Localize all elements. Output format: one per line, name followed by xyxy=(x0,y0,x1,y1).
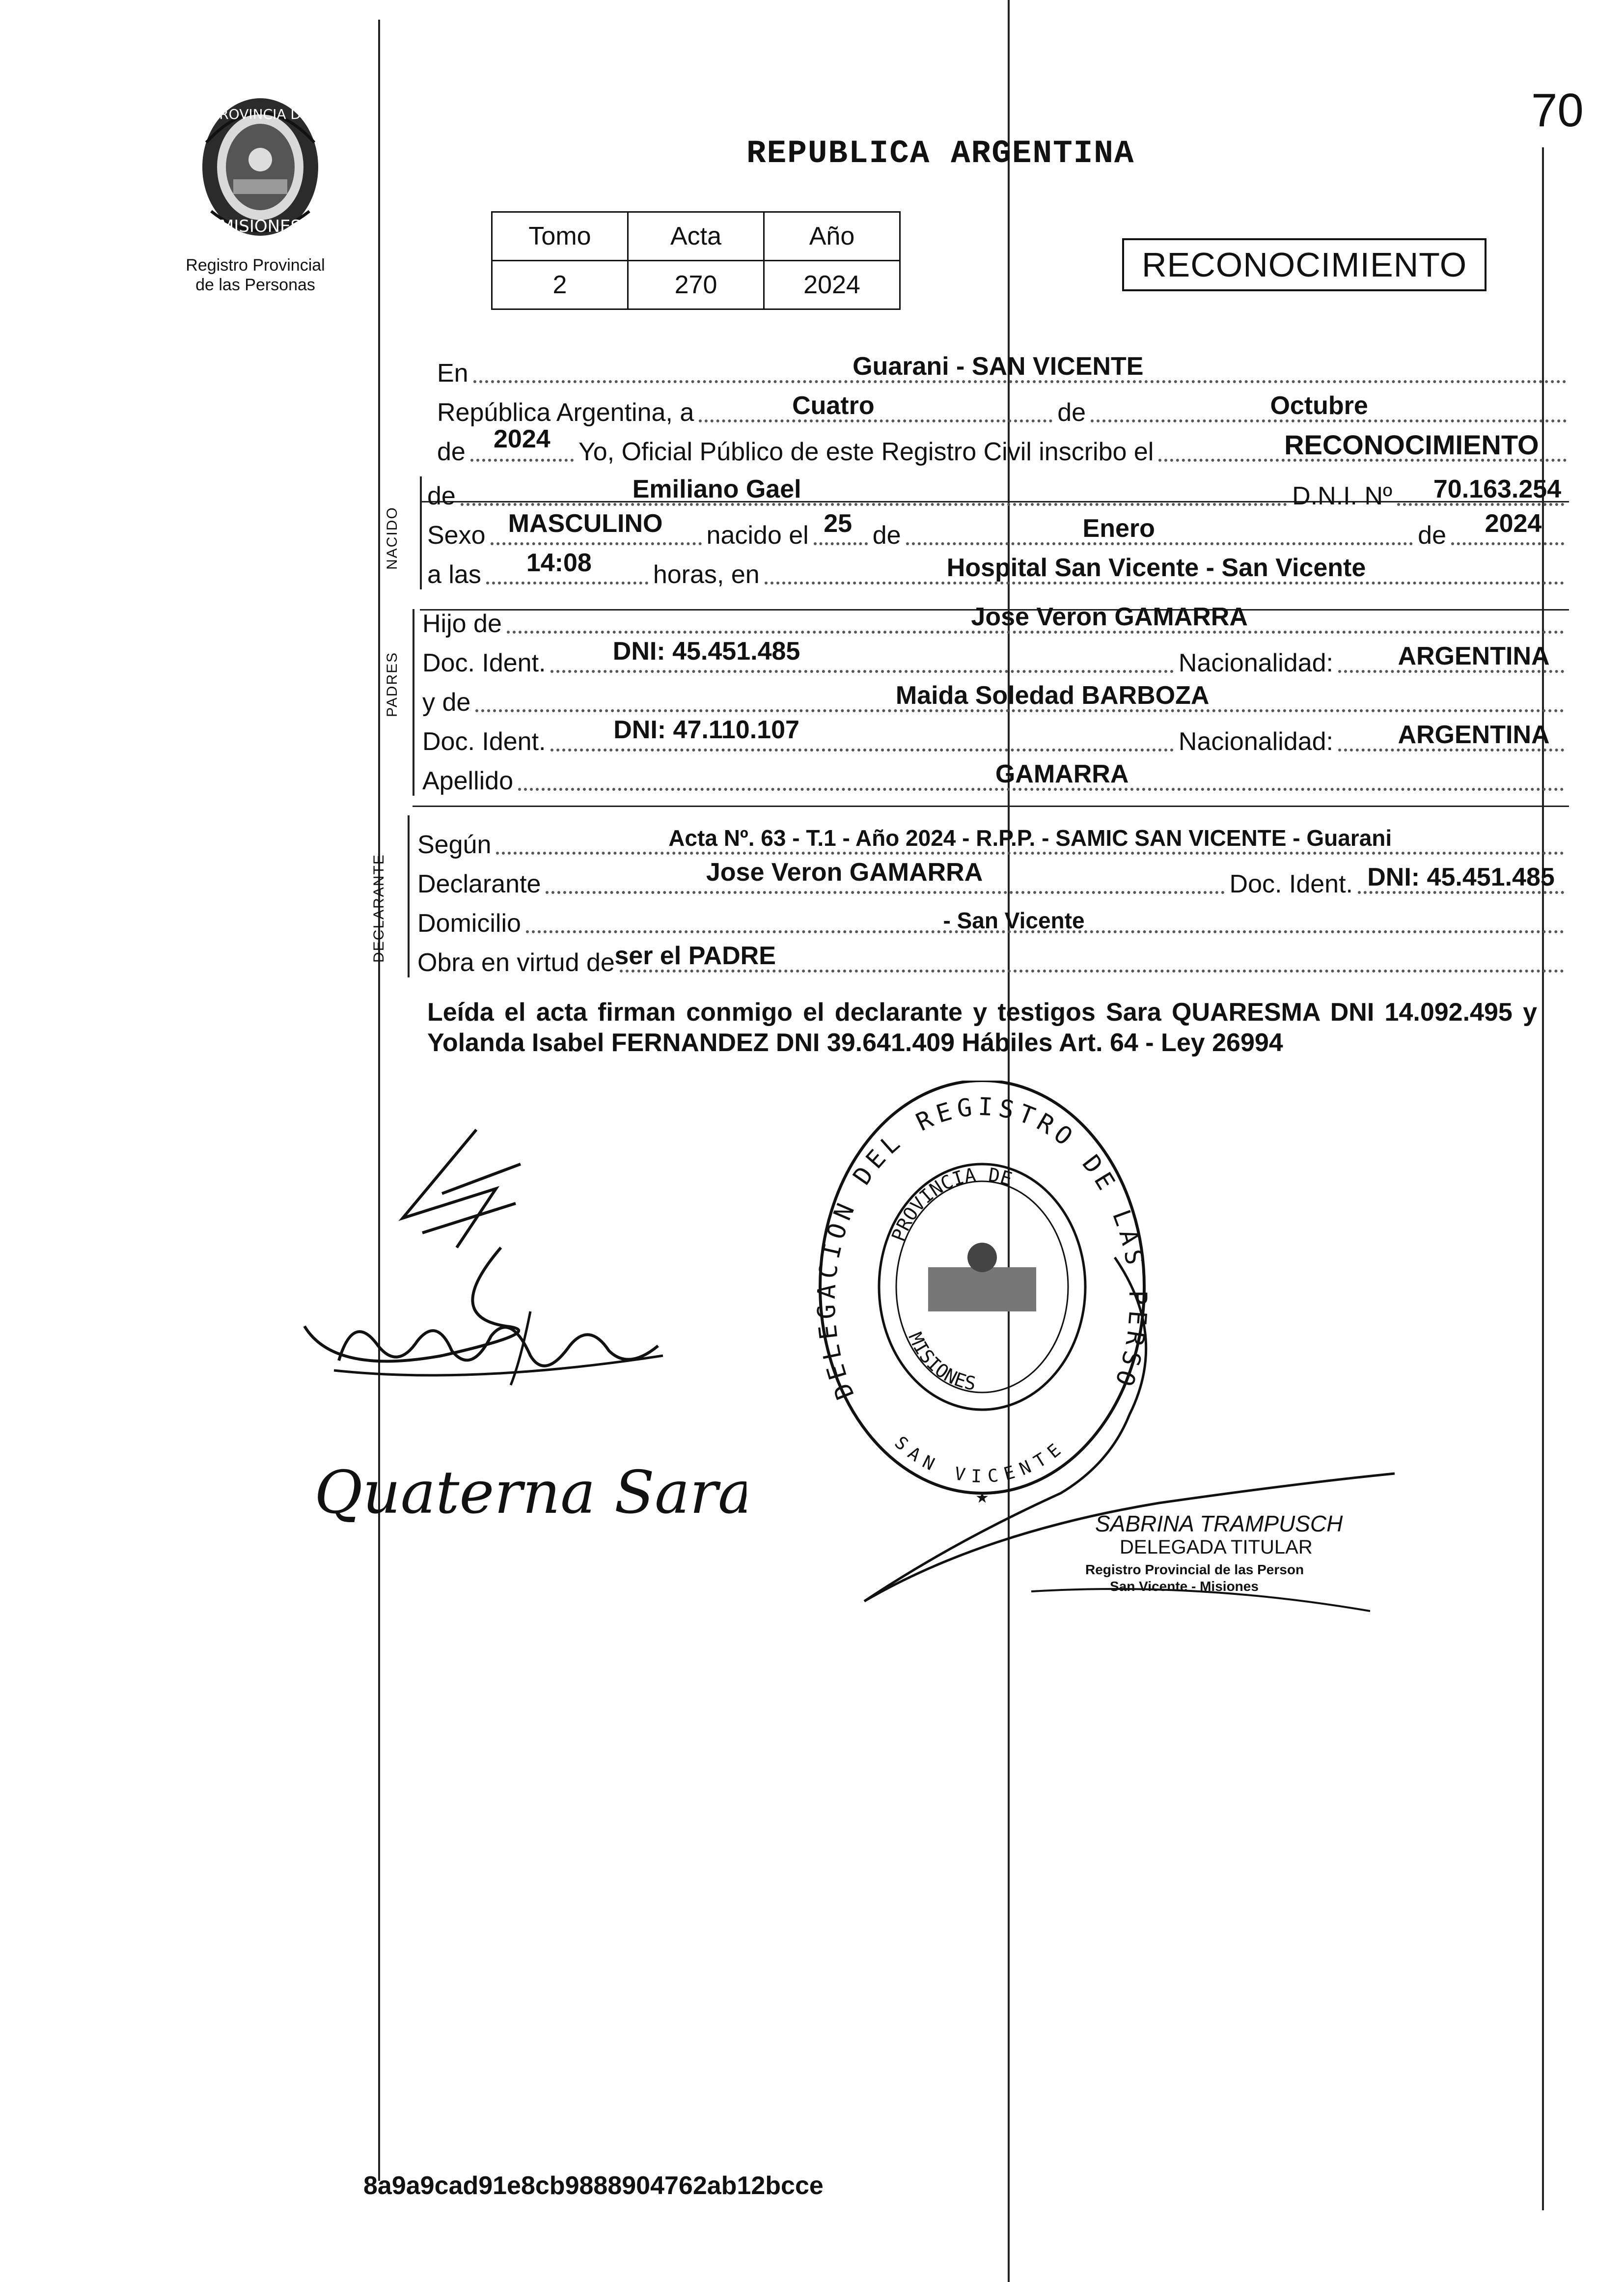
value-year: 2024 xyxy=(494,425,551,453)
value-month: Octubre xyxy=(1270,391,1368,420)
header-tomo: Tomo xyxy=(492,212,628,261)
seal-bottom-text: MISIONES xyxy=(219,217,302,236)
official-role: DELEGADA TITULAR xyxy=(1120,1536,1313,1558)
inscribo-text: Yo, Oficial Público de este Registro Civil inscribo el xyxy=(578,438,1154,466)
value-mother-doc: DNI: 47.110.107 xyxy=(613,716,799,744)
padres-section-label: PADRES xyxy=(384,651,400,717)
value-acta: 270 xyxy=(628,261,764,309)
label-horas-en: horas, en xyxy=(653,560,760,589)
row-mother-doc xyxy=(422,716,1569,756)
header-anio: Año xyxy=(764,212,900,261)
witness-signature-quaresma xyxy=(304,1454,746,1552)
logo-caption xyxy=(167,255,344,295)
value-birth-hour: 14:08 xyxy=(526,549,592,577)
document-title: REPUBLICA ARGENTINA xyxy=(746,135,1135,172)
value-father-doc: DNI: 45.451.485 xyxy=(612,637,800,666)
row-en xyxy=(437,352,1571,388)
label-declarante-doc: Doc. Ident. xyxy=(1229,870,1353,898)
nacido-section-bar xyxy=(420,476,422,589)
nacido-section-label: NACIDO xyxy=(384,506,400,570)
row-hijo-de xyxy=(422,603,1569,639)
official-office-line2: San Vicente - Misiones xyxy=(1110,1579,1259,1594)
label-nacido-de-year: de xyxy=(1418,521,1446,550)
legal-text: Leída el acta firman conmigo el declarante y testigos Sara QUARESMA DNI 14.092.495 y Yolanda Isabel FERNANDEZ DNI 39.641.409 Hábiles Art. 64 - Ley 26994 xyxy=(427,998,1537,1057)
value-declarante-doc: DNI: 45.451.485 xyxy=(1367,863,1555,891)
seal-top-text: PROVINCIA DE xyxy=(211,106,310,122)
label-mother-doc: Doc. Ident. xyxy=(422,727,546,756)
provincial-seal-logo xyxy=(187,88,334,246)
label-segun: Según xyxy=(417,831,492,859)
stamp-bottom-text: SAN VICENTE xyxy=(890,1432,1070,1487)
value-mother-nat: ARGENTINA xyxy=(1398,721,1550,749)
declarante-top-line xyxy=(413,806,1569,807)
value-father-name: Jose Veron GAMARRA xyxy=(971,603,1248,631)
official-name: SABRINA TRAMPUSCH xyxy=(1095,1511,1343,1536)
value-declarante-name: Jose Veron GAMARRA xyxy=(706,858,983,887)
label-nacido-de: de xyxy=(427,482,456,510)
label-republica: República Argentina, a xyxy=(437,398,694,427)
value-birth-month: Enero xyxy=(1082,514,1155,543)
value-sexo: MASCULINO xyxy=(508,509,663,538)
label-nacido-el: nacido el xyxy=(706,521,809,550)
value-anio: 2024 xyxy=(764,261,900,309)
label-domicilio: Domicilio xyxy=(417,909,521,938)
stamp-inner-bottom: MISIONES xyxy=(904,1329,978,1395)
label-dni: D.N.I. Nº xyxy=(1292,482,1392,510)
row-y-de xyxy=(422,681,1569,717)
left-margin-line xyxy=(378,20,380,2181)
witness-signature-fernandez xyxy=(324,1302,668,1390)
value-act-type: RECONOCIMIENTO xyxy=(1284,429,1539,460)
stamp-outer-text: DELEGACION DEL REGISTRO DE LAS PERSO xyxy=(812,1092,1153,1404)
row-sexo xyxy=(427,509,1569,550)
row-segun xyxy=(417,825,1569,860)
label-y-de: y de xyxy=(422,688,471,717)
official-office-line1: Registro Provincial de las Person xyxy=(1085,1562,1304,1577)
row-inscribo xyxy=(437,425,1571,467)
value-mother-name: Maida Soledad BARBOZA xyxy=(895,681,1210,710)
label-hijo-de: Hijo de xyxy=(422,610,502,638)
value-tomo: 2 xyxy=(492,261,628,309)
padres-section-bar xyxy=(413,609,414,796)
value-birth-year: 2024 xyxy=(1485,509,1542,538)
value-apellido: GAMARRA xyxy=(995,760,1129,788)
label-mother-nat: Nacionalidad: xyxy=(1178,727,1333,756)
value-domicilio: - San Vicente xyxy=(943,908,1085,933)
row-declarante xyxy=(417,858,1569,899)
document-hash: 8a9a9cad91e8cb9888904762ab12bcce xyxy=(363,2171,824,2200)
row-obra xyxy=(417,942,1569,977)
value-place: Guarani - SAN VICENTE xyxy=(853,352,1144,381)
label-sexo: Sexo xyxy=(427,521,486,550)
label-de-year: de xyxy=(437,438,466,466)
row-father-doc xyxy=(422,637,1569,678)
label-obra: Obra en virtud de xyxy=(417,948,615,977)
header-acta: Acta xyxy=(628,212,764,261)
label-father-nat: Nacionalidad: xyxy=(1178,649,1333,677)
label-apellido: Apellido xyxy=(422,767,514,795)
value-child-dni: 70.163.254 xyxy=(1433,475,1562,503)
label-father-doc: Doc. Ident. xyxy=(422,649,546,677)
value-segun: Acta Nº. 63 - T.1 - Año 2024 - R.P.P. - SAMIC SAN VICENTE - Guarani xyxy=(668,825,1392,851)
label-declarante: Declarante xyxy=(417,870,541,898)
label-en: En xyxy=(437,359,468,388)
declarante-section-label: DECLARANTE xyxy=(371,854,387,963)
registry-table xyxy=(491,211,901,310)
svg-text:★: ★ xyxy=(975,1483,989,1508)
value-child-name: Emiliano Gael xyxy=(632,475,801,503)
row-hora xyxy=(427,549,1569,589)
row-nacido-name xyxy=(427,475,1569,511)
value-father-nat: ARGENTINA xyxy=(1398,642,1550,670)
label-nacido-de-month: de xyxy=(872,521,901,550)
row-republica xyxy=(437,391,1571,427)
declarant-signature xyxy=(295,1120,668,1464)
document-type-box: RECONOCIMIENTO xyxy=(1122,238,1486,291)
logo-caption-line1: Registro Provincial xyxy=(186,256,325,275)
stamp-inner-top: PROVINCIA DE xyxy=(887,1164,1015,1245)
witness-signature-text: Quaterna Sara xyxy=(314,1459,746,1527)
row-domicilio xyxy=(417,909,1569,938)
value-day: Cuatro xyxy=(792,391,875,420)
row-apellido xyxy=(422,760,1569,796)
logo-caption-line2: de las Personas xyxy=(195,276,315,294)
value-birth-place: Hospital San Vicente - San Vicente xyxy=(946,554,1366,582)
declarante-section-bar xyxy=(408,815,410,977)
value-obra: ser el PADRE xyxy=(614,942,776,970)
label-de-month: de xyxy=(1057,398,1086,427)
value-birth-day: 25 xyxy=(824,509,853,538)
page-number: 70 xyxy=(1531,84,1584,137)
label-a-las: a las xyxy=(427,560,481,589)
